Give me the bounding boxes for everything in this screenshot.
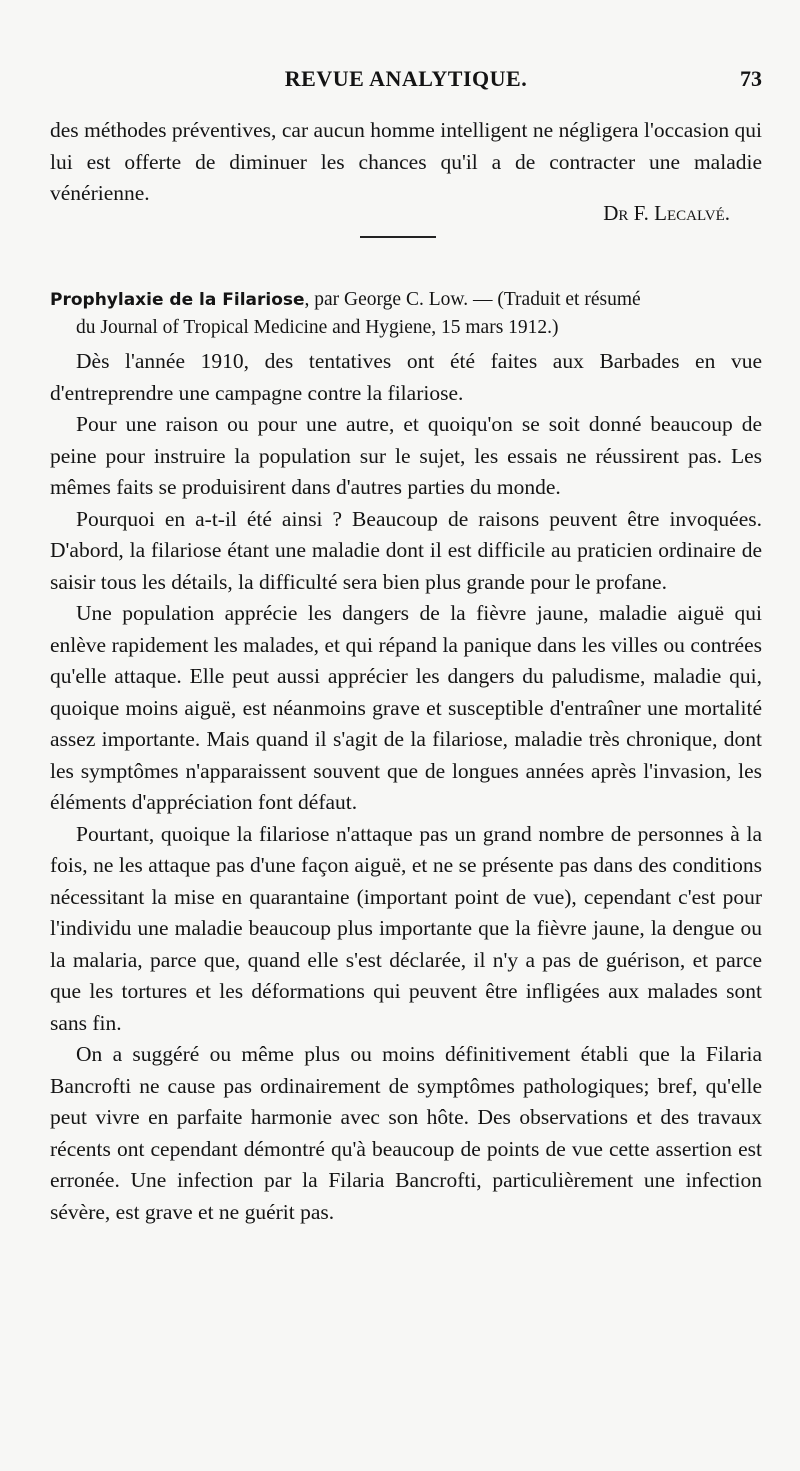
article-title: Prophylaxie de la Filariose — [50, 290, 305, 310]
article-body — [50, 346, 762, 1228]
running-title: REVUE ANALYTIQUE. — [284, 66, 528, 91]
paragraph: Pourtant, quoique la filariose n'attaque pas un grand nombre de personnes à la fois, ne les attaque pas d'une façon aiguë, et ne se présente pas dans des conditions nécessitant la mise en quarantaine (important point de vue), cependant c'est pour l'individu une maladie beaucoup plus importante que la fièvre jaune, la dengue ou la malaria, parce que, quand elle s'est déclarée, il n'y a pas de guérison, et parce que les tortures et les déformations qui peuvent être infligées aux malades sont sans fin. — [50, 821, 762, 1035]
paragraph: Pour une raison ou pour une autre, et quoiqu'on se soit donné beaucoup de peine pour instruire la population sur le sujet, les essais ne réussirent pas. Les mêmes faits se produisirent dans d'autres parties du monde. — [50, 412, 762, 499]
paragraph: Pourquoi en a-t-il été ainsi ? Beaucoup de raisons peuvent être invoquées. D'abord, la filariose étant une maladie dont il est difficile au praticien ordinaire de saisir tous les détails, la difficulté sera bien plus grande pour le profane. — [50, 506, 762, 594]
article-source: du Journal of Tropical Medicine and Hygiene, 15 mars 1912.) — [76, 317, 559, 338]
article-heading — [50, 286, 762, 342]
paragraph: On a suggéré ou même plus ou moins définitivement établi que la Filaria Bancrofti ne cause pas ordinairement de symptômes pathologiques; bref, qu'elle peut vivre en parfaite harmonie avec son hôte. Des observations et des travaux récents ont cependant démontré qu'à beaucoup de points de vue cette assertion est erronée. Une infection par la Filaria Bancrofti, particulièrement une infection sévère, est grave et ne guérit pas. — [50, 1042, 762, 1224]
running-head — [50, 66, 762, 100]
page-number: 73 — [740, 66, 762, 91]
continuation-paragraph — [50, 115, 762, 210]
article-byline: , par George C. Low. — (Traduit et résumé — [304, 289, 641, 310]
paragraph: Dès l'année 1910, des tentatives ont été faites aux Barbades en vue d'entreprendre une campagne contre la filariose. — [50, 349, 762, 405]
paragraph: Une population apprécie les dangers de la fièvre jaune, maladie aiguë qui enlève rapidement les malades, et qui répand la panique dans les villes ou contrées qu'elle attaque. Elle peut aussi apprécier les dangers du paludisme, maladie qui, quoique moins aiguë, est néanmoins grave et susceptible d'entraîner une mortalité assez importante. Mais quand il s'agit de la filariose, maladie très chronique, dont les symptômes n'apparaissent souvent que de longues années après l'invasion, les éléments d'appréciation font défaut. — [50, 601, 762, 814]
continuation-text: des méthodes préventives, car aucun homme intelligent ne négligera l'occasion qui lui est offerte de diminuer les chances qu'il a de contracter une maladie vénérienne. — [50, 118, 762, 205]
author-signature: Dr F. Lecalvé. — [603, 201, 730, 225]
section-divider — [360, 236, 436, 238]
